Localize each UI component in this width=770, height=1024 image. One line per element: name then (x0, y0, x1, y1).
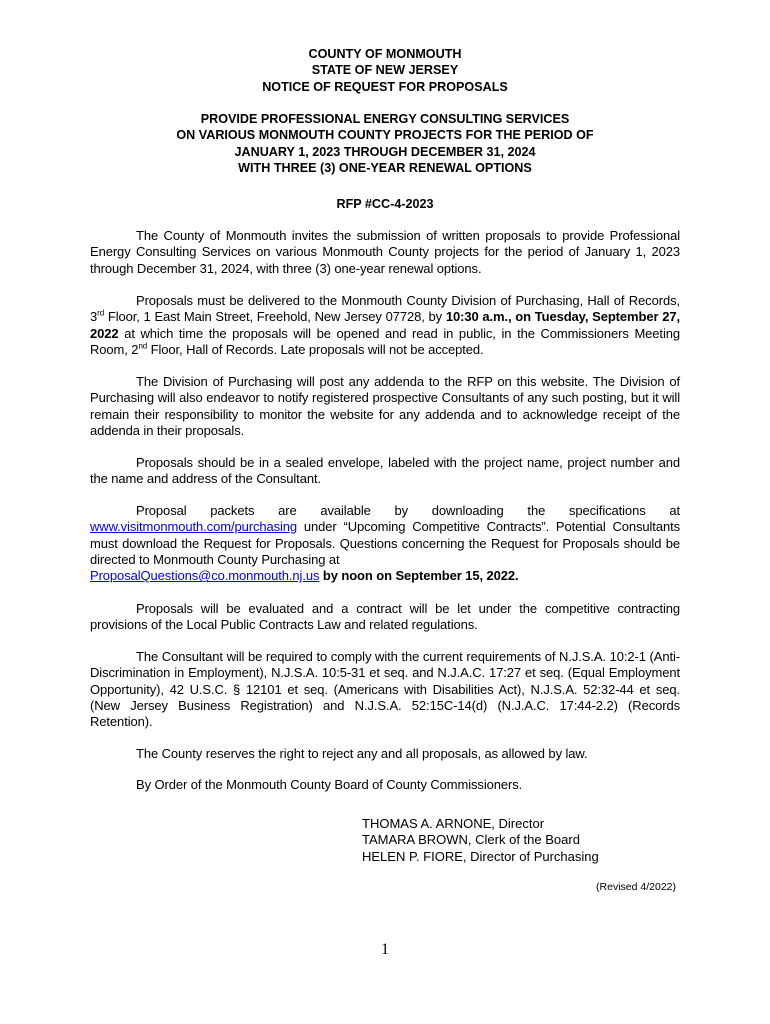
header-state: STATE OF NEW JERSEY (311, 63, 459, 78)
header-notice: NOTICE OF REQUEST FOR PROPOSALS (262, 79, 508, 94)
paragraph-packets: Proposal packets are available by downloading the specifications at www.visitmonmouth.com/purchasing under “Upcoming Competitive Contracts”. Potential Consultants must download the Request for Proposals. Questions concerning the Request for Proposals should be directed to Monmouth County Purchasing at ProposalQuestions@co.monmouth.nj.us by noon on September 15, 2022. (90, 503, 680, 584)
paragraph-compliance: The Consultant will be required to comply with the current requirements of N.J.S.A. 10:2-1 (Anti-Discrimination in Employment), N.J.S.A. 10:5-31 et seq. and N.J.A.C. 17:27 et seq. (Equal Employment Opportunity), 42 U.S.C. § 12101 et seq. (Americans with Disabilities Act), N.J.S.A. 52:32-44 et seq. (New Jersey Business Registration) and N.J.S.A. 52:15C-14(d) (N.J.A.C. 17:44-2.2) (Records Retention). (90, 649, 680, 730)
title-line-4: WITH THREE (3) ONE-YEAR RENEWAL OPTIONS (238, 160, 532, 175)
signature-clerk: TAMARA BROWN, Clerk of the Board (362, 832, 580, 848)
paragraph-envelope: Proposals should be in a sealed envelope, labeled with the project name, project number and the name and address of the Consultant. (90, 455, 680, 487)
paragraph-addenda: The Division of Purchasing will post any addenda to the RFP on this website. The Division of Purchasing will also endeavor to notify registered prospective Consultants of any such posting, but it will remain their responsibility to monitor the website for any addenda and to acknowledge receipt of the addenda in their proposals. (90, 374, 680, 438)
paragraph-evaluation: Proposals will be evaluated and a contract will be let under the competitive contracting provisions of the Local Public Contracts Law and related regulations. (90, 601, 680, 633)
title-line-3: JANUARY 1, 2023 THROUGH DECEMBER 31, 2024 (234, 144, 536, 159)
proposal-questions-email-link[interactable]: ProposalQuestions@co.monmouth.nj.us (90, 568, 320, 584)
paragraph-delivery: Proposals must be delivered to the Monmouth County Division of Purchasing, Hall of Records, 3rd Floor, 1 East Main Street, Freehold, New Jersey 07728, by 10:30 a.m., on Tuesday, September 27, 2022 at which time the proposals will be opened and read in public, in the Commissioners Meeting Room, 2nd Floor, Hall of Records. Late proposals will not be accepted. (90, 293, 680, 357)
title-line-1: PROVIDE PROFESSIONAL ENERGY CONSULTING SERVICES (200, 112, 570, 126)
paragraph-reservation: The County reserves the right to reject any and all proposals, as allowed by law. (136, 746, 588, 761)
document-title (90, 111, 680, 176)
title-line-2: ON VARIOUS MONMOUTH COUNTY PROJECTS FOR THE PERIOD OF (176, 128, 594, 143)
signature-director: THOMAS A. ARNONE, Director (362, 816, 545, 831)
signature-purchasing: HELEN P. FIORE, Director of Purchasing (362, 848, 599, 864)
page-number: 1 (381, 941, 389, 958)
deadline-bold: 10:30 a.m., on Tuesday, September 27, 2022 (90, 309, 680, 341)
signature-block (362, 816, 599, 865)
purchasing-website-link[interactable]: www.visitmonmouth.com/purchasing (90, 519, 298, 535)
rfp-number: RFP #CC-4-2023 (336, 197, 434, 211)
questions-deadline-bold: by noon on September 15, 2022. (319, 568, 519, 584)
paragraph-order: By Order of the Monmouth County Board of County Commissioners. (136, 777, 523, 792)
paragraph-invitation: The County of Monmouth invites the submission of written proposals to provide Professional Energy Consulting Services on various Monmouth County projects for the period of January 1, 2023 through December 31, 2024, with three (3) one-year renewal options. (90, 228, 680, 276)
revised-date: (Revised 4/2022) (596, 881, 676, 893)
header-county: COUNTY OF MONMOUTH (308, 47, 462, 61)
document-header (90, 46, 680, 95)
